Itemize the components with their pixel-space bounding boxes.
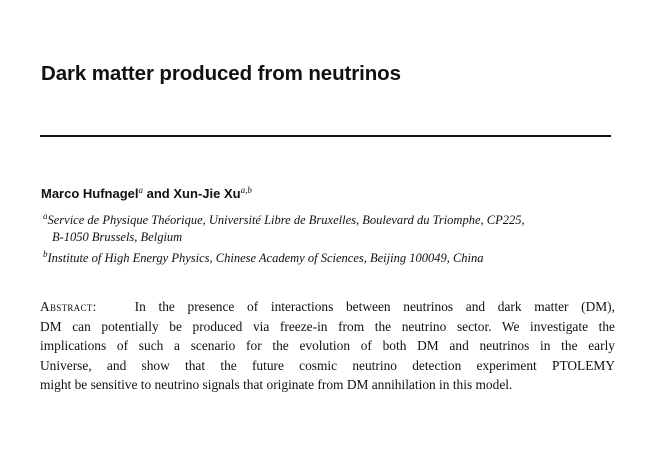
- abstract-line-2: DM can potentially be produced via freeze-in from the neutrino sector. We investigate the: [40, 318, 615, 334]
- affiliation-b-text: Institute of High Energy Physics, Chinese Academy of Sciences, Beijing 100049, China: [47, 251, 484, 265]
- title-rule: [40, 135, 611, 137]
- affiliation-a-line-1: [43, 212, 525, 229]
- abstract-block: [40, 297, 615, 395]
- abstract-line-5: might be sensitive to neutrino signals that originate from DM annihilation in this model.: [40, 377, 513, 392]
- author-affil-mark-1: a: [138, 185, 144, 195]
- paper-title: Dark matter produced from neutrinos: [41, 62, 401, 85]
- affiliation-b-mark: b: [43, 249, 48, 259]
- affiliation-b-line: [43, 250, 484, 267]
- abstract-line-3: implications of such a scenario for the evolution of both DM and neutrinos in the early: [40, 338, 615, 353]
- abstract-line-1: [40, 297, 615, 317]
- author-name-2: Xun-Jie Xu: [173, 186, 241, 201]
- author-affil-mark-2: a,b: [240, 185, 252, 195]
- affiliation-a-mark: a: [43, 211, 48, 221]
- author-conjunction: and: [146, 186, 170, 201]
- affiliation-a-line-2: B-1050 Brussels, Belgium: [52, 230, 183, 244]
- affiliation-a-text: Service de Physique Théorique, Université Libre de Bruxelles, Boulevard du Triomphe, CP225,: [47, 213, 525, 227]
- abstract-line-4: Universe, and show that the future cosmic neutrino detection experiment PTOLEMY: [40, 357, 615, 373]
- author-line: [41, 186, 252, 201]
- abstract-line-1-text: In the presence of interactions between neutrinos and dark matter (DM),: [134, 299, 615, 314]
- abstract-label: Abstract:: [40, 299, 97, 314]
- author-name-1: Marco Hufnagel: [41, 186, 139, 201]
